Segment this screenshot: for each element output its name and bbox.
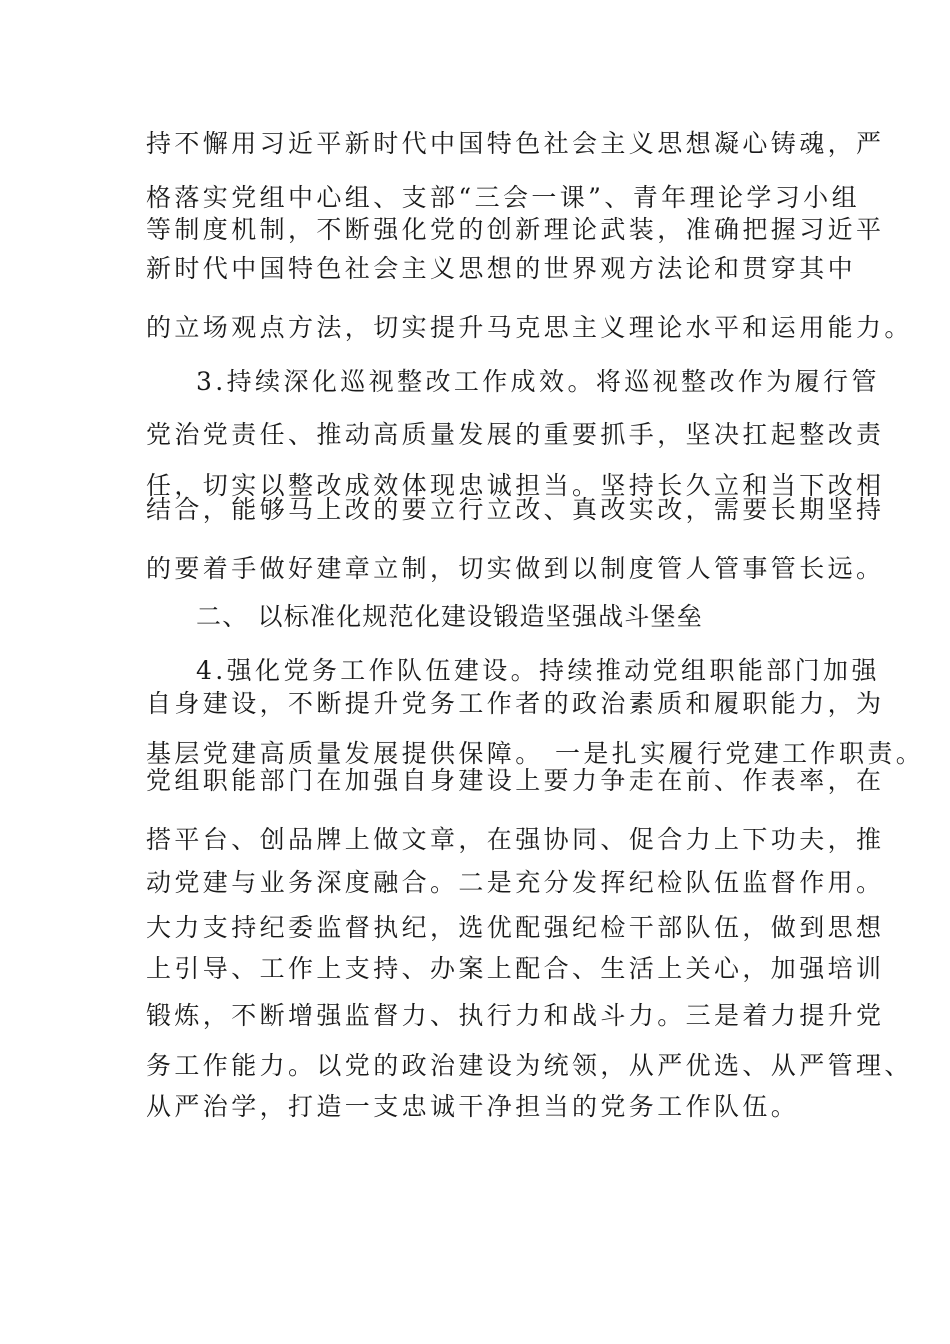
body-line: 务工作能力。以党的政治建设为统领，从严优选、从严管理、 xyxy=(146,1051,913,1080)
body-line: 结合，能够马上改的要立行立改、真改实改，需要长期坚持 xyxy=(146,495,885,524)
section-heading: 二、 以标准化规范化建设锻造坚强战斗堡垒 xyxy=(196,602,703,631)
paragraph-start-line: 3.持续深化巡视整改工作成效。将巡视整改作为履行管 xyxy=(196,367,880,396)
body-line: 自身建设，不断提升党务工作者的政治素质和履职能力，为 xyxy=(146,689,885,718)
body-line: 的立场观点方法，切实提升马克思主义理论水平和运用能力。 xyxy=(146,313,913,342)
body-line: 搭平台、创品牌上做文章，在强协同、促合力上下功夫，推 xyxy=(146,825,885,854)
body-line: 锻炼，不断增强监督力、执行力和战斗力。三是着力提升党 xyxy=(146,1001,885,1030)
paragraph-start-line: 4.强化党务工作队伍建设。持续推动党组职能部门加强 xyxy=(196,656,880,685)
body-line: 持不懈用习近平新时代中国特色社会主义思想凝心铸魂，严 xyxy=(146,129,885,158)
body-line: 动党建与业务深度融合。二是充分发挥纪检队伍监督作用。 xyxy=(146,868,885,897)
body-line: 党组职能部门在加强自身建设上要力争走在前、作表率，在 xyxy=(146,766,885,795)
body-line: 基层党建高质量发展提供保障。 一是扎实履行党建工作职责。 xyxy=(146,739,925,768)
body-line: 格落实党组中心组、支部“三会一课”、青年理论学习小组 xyxy=(146,183,860,212)
body-line: 党治党责任、推动高质量发展的重要抓手，坚决扛起整改责 xyxy=(146,420,885,449)
body-line: 的要着手做好建章立制，切实做到以制度管人管事管长远。 xyxy=(146,554,885,583)
body-line: 等制度机制，不断强化党的创新理论武装，准确把握习近平 xyxy=(146,215,885,244)
body-line: 任，切实以整改成效体现忠诚担当。坚持长久立和当下改相 xyxy=(146,471,885,500)
body-line: 从严治学，打造一支忠诚干净担当的党务工作队伍。 xyxy=(146,1092,800,1121)
body-line: 上引导、工作上支持、办案上配合、生活上关心，加强培训 xyxy=(146,954,885,983)
body-line: 新时代中国特色社会主义思想的世界观方法论和贯穿其中 xyxy=(146,254,857,283)
body-line: 大力支持纪委监督执纪，选优配强纪检干部队伍，做到思想 xyxy=(146,913,885,942)
